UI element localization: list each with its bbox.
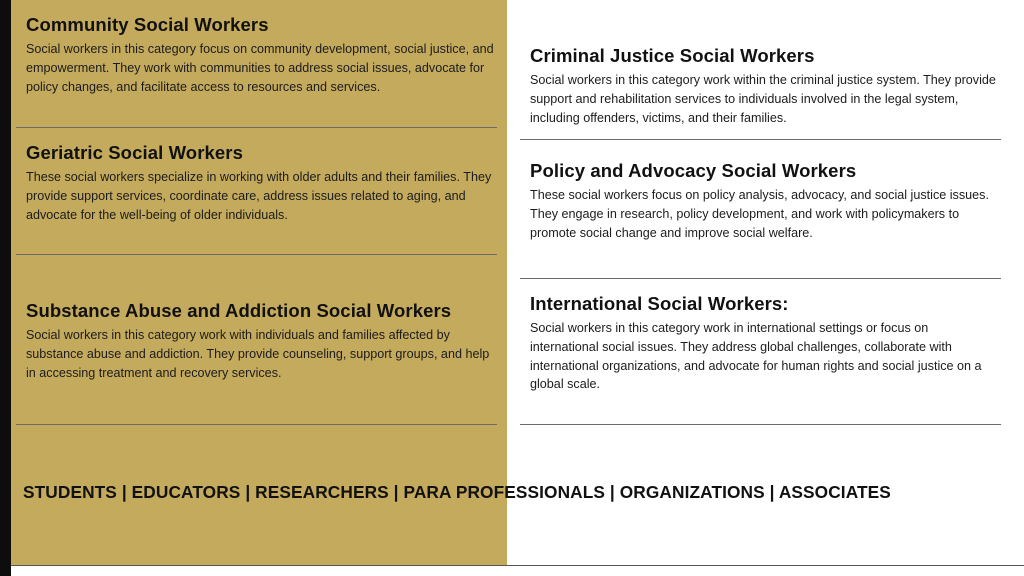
section-title: Policy and Advocacy Social Workers bbox=[530, 160, 857, 181]
section-criminal-justice bbox=[530, 45, 1000, 127]
audience-footer: STUDENTS | EDUCATORS | RESEARCHERS | PARA PROFESSIONALS | ORGANIZATIONS | ASSOCIATES bbox=[23, 482, 891, 502]
section-title: Community Social Workers bbox=[26, 14, 269, 35]
divider bbox=[520, 424, 1001, 425]
section-body: These social workers specialize in working with older adults and their families. They provide support services, coordinate care, address issues related to aging, and advocate for the well-being of older individuals. bbox=[26, 170, 492, 222]
section-body: Social workers in this category work with individuals and families affected by substance abuse and addiction. They provide counseling, support groups, and help in accessing treatment and recovery services. bbox=[26, 328, 490, 380]
section-body: Social workers in this category work within the criminal justice system. They provide support and rehabilitation services to individuals involved in the legal system, including offenders, victims, and their families. bbox=[530, 73, 996, 125]
section-geriatric bbox=[26, 142, 496, 224]
section-body: These social workers focus on policy analysis, advocacy, and social justice issues. They engage in research, policy development, and work with policymakers to promote social change and improve social welfare. bbox=[530, 188, 989, 240]
section-community bbox=[26, 14, 496, 96]
divider bbox=[520, 139, 1001, 140]
divider bbox=[16, 424, 497, 425]
bottom-rule bbox=[11, 565, 1024, 566]
section-title: International Social Workers: bbox=[530, 293, 789, 314]
section-title: Criminal Justice Social Workers bbox=[530, 45, 815, 66]
section-title: Substance Abuse and Addiction Social Workers bbox=[26, 300, 452, 321]
section-title: Geriatric Social Workers bbox=[26, 142, 243, 163]
section-body: Social workers in this category work in international settings or focus on international social issues. They address global challenges, collaborate with international organizations, and advocate for human rights and social justice on a global scale. bbox=[530, 321, 982, 392]
divider bbox=[520, 278, 1001, 279]
left-accent-bar bbox=[0, 0, 11, 576]
divider bbox=[16, 127, 497, 128]
section-substance-abuse bbox=[26, 300, 496, 382]
section-body: Social workers in this category focus on community development, social justice, and empowerment. They work with communities to address social issues, advocate for policy changes, and facilitate access to resources and services. bbox=[26, 42, 494, 94]
section-policy-advocacy bbox=[530, 160, 1000, 242]
section-international bbox=[530, 293, 1000, 394]
divider bbox=[16, 254, 497, 255]
